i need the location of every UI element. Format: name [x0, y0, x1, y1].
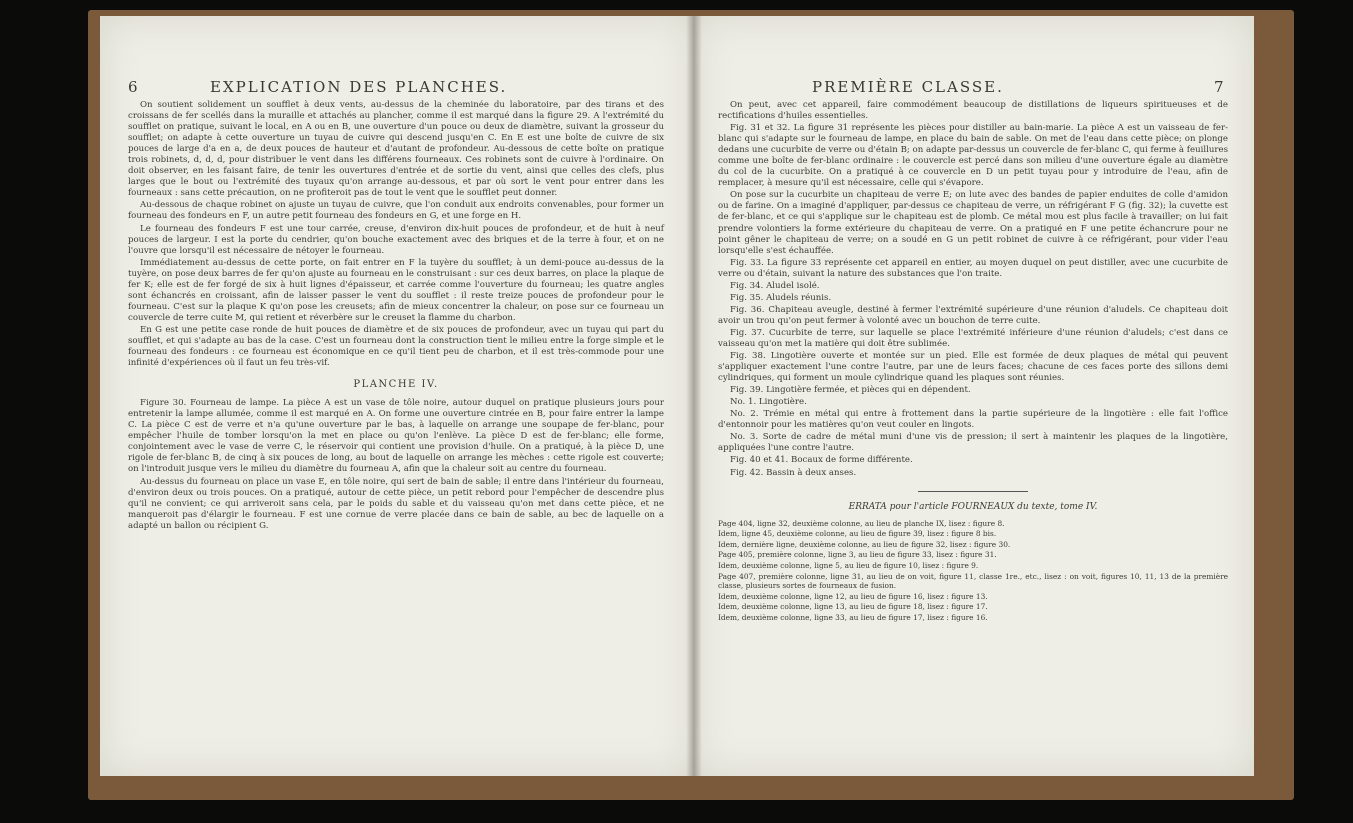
paragraph: Fig. 31 et 32. La figure 31 représente les pièces pour distiller au bain-marie. La pièce A est un vaisseau de fer-blanc qui s'adapte sur le fourneau de lampe, en place du bain de sable. On met de l'eau dans cette pièce; on plonge dedans une cucurbite de verre ou d'étain B; on adapte par-dessus un couvercle de fer-blanc C, qui ferme à feuillures comme une boîte de fer-blanc ordinaire : le couvercle est percé dans son milieu d'une ouverture égale au diamètre du col de la cucurbite. On a pratiqué à ce couvercle en D un petit tuyau pour y introduire de l'eau, afin de remplacer, à mesure qu'il est nécessaire, celle qui s'évapore. [718, 123, 1228, 189]
paragraph: Le fourneau des fondeurs F est une tour carrée, creuse, d'environ dix-huit pouces de profondeur, et de huit à neuf pouces de largeur. I est la porte du cendrier, qu'on bouche exactement avec des briques et de la terre à four, et on ne l'ouvre que lorsqu'il est nécessaire de nétoyer le fourneau. [128, 223, 664, 256]
right-page [694, 16, 1254, 776]
left-text-column [128, 100, 664, 533]
paragraph: Fig. 36. Chapiteau aveugle, destiné à fermer l'extrémité supérieure d'une réunion d'aludels. Ce chapiteau doit avoir un trou qu'on peut fermer à volonté avec un bouchon de terre cuite. [718, 304, 1228, 326]
paragraph: Figure 30. Fourneau de lampe. La pièce A est un vase de tôle noire, autour duquel on pratique plusieurs jours pour entretenir la lampe allumée, comme il est marqué en A. On forme une ouverture cintrée en B, pour faire entrer la lampe C. La pièce C est de verre et n'a qu'une ouverture par le bas, à laquelle on arrange une soupape de fer-blanc, pour empêcher l'huile de tomber lorsqu'on la met en place ou qu'on l'enlève. La pièce D est de fer-blanc; elle forme, conjointement avec le vase de verre C, le réservoir qui contient une provision d'huile. On a pratiqué, à la pièce D, une rigole de fer-blanc B, de cinq à six pouces de long, au bout de laquelle on arrange les mèches : cette rigole est couverte; on l'introduit jusque vers le milieu du diamètre du fourneau A, afin que la chaleur soit au centre du fourneau. [128, 398, 664, 475]
book-gutter [686, 16, 702, 776]
paragraph: Fig. 33. La figure 33 représente cet appareil en entier, au moyen duquel on peut distiller, avec une cucurbite de verre ou d'étain, suivant la nature des substances que l'on traite. [718, 257, 1228, 279]
right-page-number: 7 [1214, 78, 1224, 96]
paragraph: On peut, avec cet appareil, faire commodément beaucoup de distillations de liqueurs spiritueuses et de rectifications d'huiles essentielles. [718, 100, 1228, 122]
errata-line: Page 407, première colonne, ligne 31, au lieu de on voit, figure 11, classe 1re., etc., lisez : on voit, figures 10, 11, 13 de la première classe, plusieurs sortes de fourneaux de fusion. [718, 571, 1228, 591]
errata-line: Idem, deuxième colonne, ligne 13, au lieu de figure 18, lisez : figure 17. [718, 602, 988, 612]
paragraph: Fig. 35. Aludels réunis. [730, 292, 832, 303]
paragraph: Fig. 34. Aludel isolé. [730, 280, 820, 291]
paragraph: Fig. 37. Cucurbite de terre, sur laquelle se place l'extrémité inférieure d'une réunion d'aludels; c'est dans ce vaisseau qu'on met la matière qui doit être sublimée. [718, 327, 1228, 349]
paragraph: No. 1. Lingotière. [730, 397, 807, 408]
paragraph: Fig. 42. Bassin à deux anses. [730, 467, 857, 478]
right-running-head: PREMIÈRE CLASSE. [812, 78, 1004, 96]
errata-line: Idem, deuxième colonne, ligne 12, au lieu de figure 16, lisez : figure 13. [718, 591, 988, 601]
left-page-number: 6 [128, 78, 138, 96]
paragraph: Fig. 39. Lingotière fermée, et pièces qui en dépendent. [730, 385, 971, 396]
errata-list [718, 519, 1228, 623]
errata-line: Idem, deuxième colonne, ligne 33, au lieu de figure 17, lisez : figure 16. [718, 612, 988, 622]
paragraph: En G est une petite case ronde de huit pouces de diamètre et de six pouces de profondeur, avec un tuyau qui part du soufflet, et qui s'adapte au bas de la case. C'est un fourneau dont la construction tient le milieu entre la forge simple et le fourneau des fondeurs : ce fourneau est économique en ce qu'il tient peu de charbon, et il est très-commode pour une infinité d'expériences où il faut un feu très-vif. [128, 324, 664, 369]
left-running-head: EXPLICATION DES PLANCHES. [210, 78, 508, 96]
errata-line: Idem, dernière ligne, deuxième colonne, au lieu de figure 32, lisez : figure 30. [718, 539, 1011, 549]
paragraph: No. 2. Trémie en métal qui entre à frottement dans la partie supérieure de la lingotière : elle fait l'office d'entonnoir pour les matières qu'on veut couler en lingots. [718, 409, 1228, 431]
errata-line: Page 404, ligne 32, deuxième colonne, au lieu de planche IX, lisez : figure 8. [718, 518, 1005, 528]
paragraph: On soutient solidement un soufflet à deux vents, au-dessus de la cheminée du laboratoire, par des tirans et des croissans de fer scellés dans la muraille et attachés au plancher, comme il est marqué dans la figure 29. A l'extrémité du soufflet on pratique, suivant le local, en A ou en B, une ouverture d'un pouce ou deux de diamètre, suivant la grosseur du soufflet; on adapte à cette ouverture un tuyau de cuivre qui descend jusqu'en C. En E est une boîte de cuivre de six pouces de large d'a en a, de deux pouces de hauteur et d'autant de profondeur. Au-dessous de cette boîte on pratique trois robinets, d, d, d, pour distribuer le vent dans les différens fourneaux. Ces robinets sont de cuivre à l'ordinaire. On doit observer, en les faisant faire, de tenir les ouvertures d'entrée et de sortie du vent, ainsi que celles des clefs, plus larges que le bout ou l'extrémité des tuyaux qu'on arrange au-dessous, et par où sort le vent pour entrer dans les fourneaux : sans cette précaution, on ne profiteroit pas de tout le vent que le soufflet peut donner. [128, 100, 664, 199]
paragraph: Au-dessus du fourneau on place un vase E, en tôle noire, qui sert de bain de sable; il entre dans l'intérieur du fourneau, d'environ deux ou trois pouces. On a pratiqué, autour de cette pièce, un petit rebord pour l'empêcher de descendre plus qu'il ne convient; ce qui arriveroit sans cela, par le poids du sable et du vaisseau qu'on met dans cette pièce, et ne manqueroit pas d'élargir le fourneau. F est une cornue de verre placée dans ce bain de sable, au bec de laquelle on a adapté un ballon ou récipient G. [128, 476, 664, 531]
errata-line: Page 405, première colonne, ligne 3, au lieu de figure 33, lisez : figure 31. [718, 550, 997, 560]
paragraph: On pose sur la cucurbite un chapiteau de verre E; on lute avec des bandes de papier enduites de colle d'amidon ou de farine. On a imaginé d'appliquer, par-dessus ce chapiteau de verre, un réfrigérant F G (fig. 32); la cuvette est de fer-blanc, et ce qui s'applique sur le chapiteau est de plomb. Ce métal mou est plus facile à travailler; on lui fait prendre volontiers la forme extérieure du chapiteau de verre. On a pratiqué en F une petite échancrure pour ne point gêner le chapiteau de verre; on a soudé en G un petit robinet de cuivre à ce réfrigérant, pour vider l'eau lorsqu'elle s'est échauffée. [718, 190, 1228, 256]
errata-line: Idem, deuxième colonne, ligne 5, au lieu de figure 10, lisez : figure 9. [718, 560, 979, 570]
paragraph: No. 3. Sorte de cadre de métal muni d'une vis de pression; il sert à maintenir les plaques de la lingotière, appliquées l'une contre l'autre. [718, 432, 1228, 454]
paragraph: Fig. 40 et 41. Bocaux de forme différente. [730, 455, 913, 466]
paragraph: Fig. 38. Lingotière ouverte et montée sur un pied. Elle est formée de deux plaques de métal qui peuvent s'appliquer exactement l'une contre l'autre, par une de leurs faces; chacune de ces faces porte des sillons demi cylindriques, qui forment un moule cylindrique quand les plaques sont réunies. [718, 351, 1228, 384]
right-text-column [718, 100, 1228, 624]
paragraph: Au-dessous de chaque robinet on ajuste un tuyau de cuivre, que l'on conduit aux endroits convenables, pour former un fourneau des fondeurs en F, un autre petit fourneau des fondeurs en G, et une forge en H. [128, 200, 664, 222]
section-heading: PLANCHE IV. [353, 379, 439, 391]
divider-rule [918, 491, 1028, 492]
left-page [100, 16, 694, 776]
errata-line: Idem, ligne 45, deuxième colonne, au lieu de figure 39, lisez : figure 8 bis. [718, 529, 997, 539]
errata-title: ERRATA pour l'article FOURNEAUX du texte, tome IV. [848, 501, 1098, 512]
paragraph: Immédiatement au-dessus de cette porte, on fait entrer en F la tuyère du soufflet; à un demi-pouce au-dessus de la tuyère, on pose deux barres de fer qu'on ajuste au fourneau en le construisant : sur ces deux barres, on place la plaque de fer K; elle est de fer forgé de six à huit lignes d'épaisseur, et carrée comme l'ouverture du fourneau; les quatre angles sont échancrés en croissant, afin de laisser passer le vent du soufflet : il reste treize pouces de profondeur pour le fourneau. C'est sur la plaque K qu'on pose les creusets; afin de mieux concentrer la chaleur, on pose sur ce fourneau un couvercle de terre cuite M, qui retient et réverbère sur le creuset la flamme du charbon. [128, 257, 664, 323]
